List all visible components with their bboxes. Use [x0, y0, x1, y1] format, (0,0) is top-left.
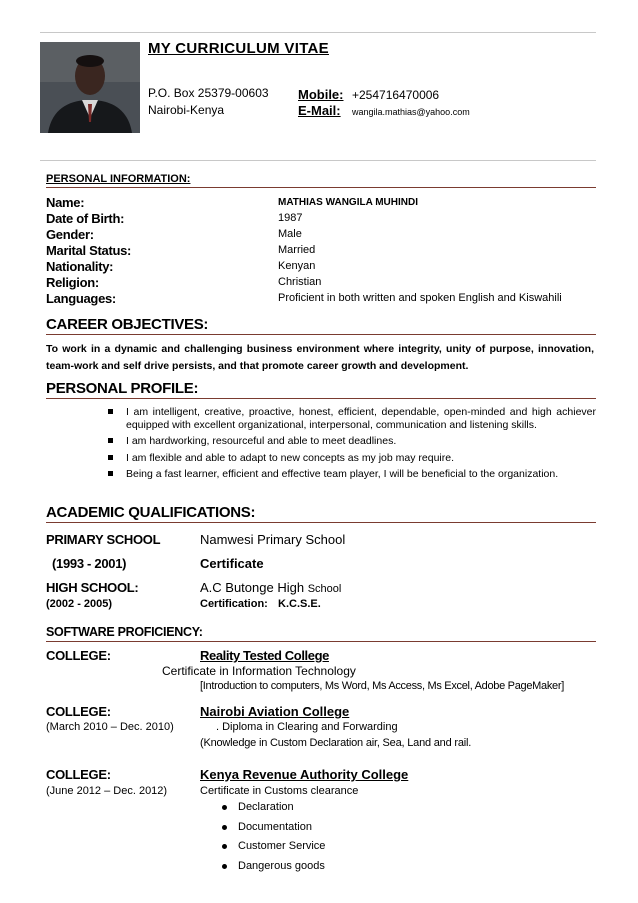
high-school-name — [200, 580, 341, 595]
college3-items-list — [222, 801, 325, 879]
college3-name: Kenya Revenue Authority College — [200, 767, 409, 782]
primary-school-award: Certificate — [200, 556, 264, 571]
college-label: COLLEGE: — [46, 648, 111, 663]
info-value: 1987 — [278, 212, 303, 224]
college-label: COLLEGE: — [46, 767, 111, 782]
list-item — [222, 801, 325, 821]
college1-name: Reality Tested College — [200, 648, 329, 663]
career-objectives-text: To work in a dynamic and challenging business environment where integrity, unity of purpose, innovation, team-work and self drive persists, and that promote career growth and development. — [46, 343, 594, 372]
square-bullet-icon — [108, 471, 113, 476]
list-item — [108, 435, 596, 448]
header-divider — [40, 160, 596, 161]
personal-info-rule — [46, 187, 596, 188]
mobile-label: Mobile: — [298, 87, 344, 102]
high-school-name-main: A.C Butonge High — [200, 580, 305, 595]
high-school-cert-value: K.C.S.E. — [278, 598, 321, 610]
profile-item-text: I am flexible and able to adapt to new concepts as my job may require. — [126, 451, 455, 464]
college3-item-text: Declaration — [238, 801, 294, 813]
personal-profile-rule — [46, 398, 596, 399]
info-label: Nationality: — [46, 259, 114, 274]
career-objectives-rule — [46, 334, 596, 335]
info-value: Christian — [278, 276, 322, 288]
info-value: Male — [278, 228, 302, 240]
college2-dates: (March 2010 – Dec. 2010) — [46, 721, 174, 733]
top-rule — [40, 32, 596, 33]
personal-info-heading: PERSONAL INFORMATION: — [46, 173, 191, 185]
info-value: Married — [278, 244, 316, 256]
high-school-cert-label: Certification: — [200, 598, 268, 610]
info-label: Name: — [46, 195, 85, 210]
college1-cert: Certificate in Information Technology — [162, 664, 356, 678]
list-item — [108, 452, 596, 465]
list-item — [222, 840, 325, 860]
college3-dates: (June 2012 – Dec. 2012) — [46, 785, 168, 797]
high-school-label: HIGH SCHOOL: — [46, 580, 139, 595]
primary-school-name: Namwesi Primary School — [200, 532, 346, 547]
list-item — [222, 860, 325, 880]
info-label: Date of Birth: — [46, 211, 125, 226]
high-school-years: (2002 - 2005) — [46, 598, 113, 610]
college2-name: Nairobi Aviation College — [200, 704, 350, 719]
info-value: MATHIAS WANGILA MUHINDI — [278, 197, 418, 208]
college1-detail: [Introduction to computers, Ms Word, Ms Access, Ms Excel, Adobe PageMaker] — [200, 680, 564, 692]
address-line-2: Nairobi-Kenya — [148, 103, 225, 117]
academic-rule — [46, 522, 596, 523]
college3-item-text: Documentation — [238, 820, 312, 833]
college2-cert: . Diploma in Clearing and Forwarding — [216, 721, 398, 733]
info-value: Kenyan — [278, 260, 316, 272]
page-title: MY CURRICULUM VITAE — [148, 40, 329, 57]
college3-item-text: Dangerous goods — [238, 859, 325, 872]
college-label: COLLEGE: — [46, 704, 111, 719]
software-rule — [46, 641, 596, 642]
career-objectives-heading: CAREER OBJECTIVES: — [46, 316, 209, 333]
high-school-name-suffix: School — [307, 583, 342, 595]
college3-item-text: Customer Service — [238, 840, 326, 852]
info-label: Marital Status: — [46, 243, 132, 258]
personal-profile-heading: PERSONAL PROFILE: — [46, 380, 199, 397]
round-bullet-icon — [222, 844, 227, 849]
person-photo-icon — [40, 42, 140, 133]
personal-profile-list — [108, 406, 596, 485]
square-bullet-icon — [108, 409, 113, 414]
info-value: Proficient in both written and spoken English and Kiswahili — [278, 292, 562, 304]
round-bullet-icon — [222, 825, 227, 830]
primary-school-label: PRIMARY SCHOOL — [46, 532, 161, 547]
mobile-value: +254716470006 — [352, 88, 440, 102]
list-item — [108, 468, 596, 481]
academic-heading: ACADEMIC QUALIFICATIONS: — [46, 504, 256, 521]
profile-photo — [40, 42, 140, 133]
list-item — [108, 406, 596, 431]
address-line-1: P.O. Box 25379-00603 — [148, 86, 269, 100]
info-label: Languages: — [46, 291, 116, 306]
college3-cert: Certificate in Customs clearance — [200, 785, 359, 797]
profile-item-text: Being a fast learner, efficient and effective team player, I will be beneficial to the organization. — [126, 468, 559, 480]
info-label: Religion: — [46, 275, 99, 290]
info-label: Gender: — [46, 227, 94, 242]
primary-school-years: (1993 - 2001) — [52, 556, 127, 571]
email-value: wangila.mathias@yahoo.com — [352, 107, 470, 117]
email-label: E-Mail: — [298, 103, 341, 118]
list-item — [222, 821, 325, 841]
profile-item-text: I am hardworking, resourceful and able to meet deadlines. — [126, 435, 397, 447]
software-heading: SOFTWARE PROFICIENCY: — [46, 625, 203, 639]
round-bullet-icon — [222, 864, 227, 869]
profile-item-text: I am intelligent, creative, proactive, honest, efficient, dependable, open-minded and high achiever equipped with excellent organizational, interpersonal, communication and listening skills. — [126, 406, 596, 431]
college2-detail: (Knowledge in Custom Declaration air, Sea, Land and rail. — [200, 737, 472, 749]
square-bullet-icon — [108, 438, 113, 443]
square-bullet-icon — [108, 455, 113, 460]
round-bullet-icon — [222, 805, 227, 810]
